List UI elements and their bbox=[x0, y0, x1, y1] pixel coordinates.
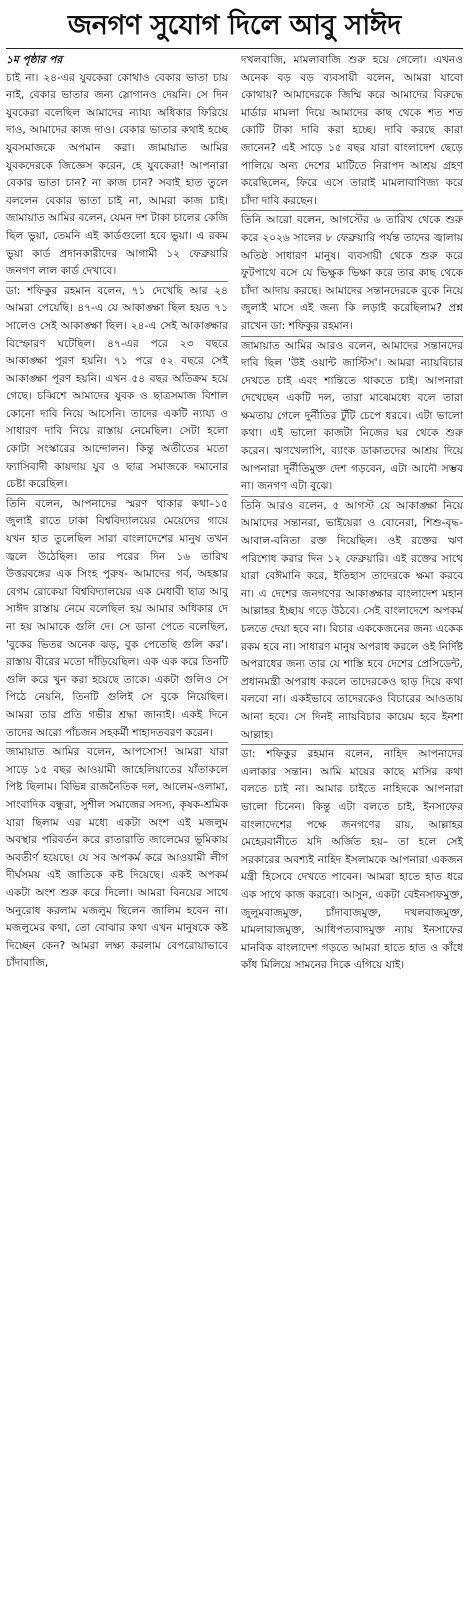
paragraph-divider bbox=[6, 494, 228, 495]
paragraph: তিনি আরো বলেন, আগস্টের ৬ তারিখ থেকে শুরু করে ২০২৬ সালের ৮ ফেব্রুয়ারি পর্যন্ত তাদের জ্বালায় অতিষ্ঠ সাধারণ মানুষ। ব্যবসায়ী থেকে শুরু করে ফুটপাথে বসে যে ভিক্ষুক ভিক্ষা করে তার কাছ থেকে চাঁদা আদায় করছে। আমাদের সন্তানদেরকে বুকে নিয়ে জুলাই মাসে এই জন্য কি লড়াই করেছিলাম? প্রশ্ন রাখেন ডা: শফিকুর রহমান। bbox=[241, 214, 463, 332]
paragraph-divider bbox=[241, 210, 463, 211]
paragraph-divider bbox=[6, 742, 228, 743]
continued-from-label: ১ম পৃষ্ঠার পর bbox=[6, 54, 63, 66]
paragraph: তিনি বলেন, আপনাদের স্মরণ থাকার কথা–১৫ জুলাই রাতে ঢাকা বিশ্ববিদ্যালয়ের মেয়েদের গায়ে যখন হাত তুলেছিল সারা বাংলাদেশের মানুষ তখন জ্বলে উঠেছিল। তার পরের দিন ১৬ তারিখ উত্তরবঙ্গের এক সিংহ পুরুষ- আমাদের গর্ব, অহঙ্কার বেগম রোকেয়া বিশ্ববিদ্যালয়ের এক মেধাবী ছাত্র আবু সাঈদ রাস্তায় নেমে বলেছিল হয় আমার অধিকার দে না হয় আমাকে গুলি দে। সে ডানা পেতে বলেছিল, 'বুকের ভিতর অনেক ঝড়, বুক পেতেছি গুলি কর'। রাস্তায় বীরের মতো দাঁড়িয়েছিল। এক এক করে তিনটি গুলি করে খুন করা হয়েছে তাকে। একটা গুলিও সে পিঠে নেয়নি, তিনটি গুলিই সে বুকে নিয়েছিল। আমরা তার প্রতি গভীর শ্রদ্ধা জানাই। একই দিনে তাদের আরো পাঁচজন সহকর্মী শাহাদতবরণ করেন। bbox=[6, 497, 228, 739]
paragraph: ডা: শফিকুর রহমান বলেন, ৭১ দেখেছি আর ২৪ আমরা পেয়েছি। ৪৭-এ যে আকাঙ্ক্ষা ছিল হয়ত ৭১ সালেও সেই আকাঙ্ক্ষা ছিল। ২৪-এ সেই আকাঙ্ক্ষার বিস্ফোরণ ঘটেছিল। ৪৭-এর পরে ২৩ বছরে আকাঙ্ক্ষা পূরণ হয়নি। ৭১ পরে ৫২ বছরে সেই আকাঙ্ক্ষা পূরণ হয়নি। এখন ৫৪ বছর অতিক্রম হয়ে গেছে। চব্বিশে আমাদের যুবক ও ছাত্রসমাজ বিশাল কোনো দাবি নিয়ে আসেনি। তাদের একটি ন্যায্য ও সাধারণ দাবি নিয়ে রাস্তায় নেমেছিল। সেটা হলো কোটা সংস্কারের আন্দোলন। কিন্তু অতীতের মতো ফ্যাসিবাদী কায়দায় যুব ও ছাত্র সমাজকে দমানোর চেষ্টা করেছিল। bbox=[6, 284, 228, 491]
article-column-left bbox=[6, 52, 228, 1612]
article-column-right bbox=[241, 52, 463, 1612]
paragraph: ডা: শফিকুর রহমান বলেন, নাহিদ আপনাদের এলাকার সন্তান। আমি মায়ের কাছে মাসির কথা বলতে চাই না। আমার চাইতে নাহিদকে আপনারা ভালো চিনেন। কিন্তু এটা বলতে চাই, ইনসাফের বাংলাদেশের পক্ষে জনগণের রায়, আল্লাহর মেহেরবানীতে যদি অর্জিত হয়– তা হলে সেই সরকারের অবশ্যই নাহিদ ইসলামকে আপনারা একজন মন্ত্রী হিসেবে দেখতে পাবেন। আমরা হাতে হাত ধরে এক সাথে কাজ করবো। আসুন, একটা বেইনসাফমুক্ত, জুলুমবাজমুক্ত, চাঁদাবাজমুক্ত, দখলবাজমুক্ত, মামলাবাজমুক্ত, আধিপত্যবাদমুক্ত ন্যায় ইনসাফের মানবিক বাংলাদেশ গড়তে আমরা হাতে হাত ও কাঁধে কাঁধ মিলিয়ে সামনের দিকে এগিয়ে যাই। bbox=[241, 748, 463, 972]
paragraph: চাই না। ২৪-এর যুবকেরা কোথাও বেকার ভাতা চায় নাই, বেকার ভাতার জন্য স্লোগানও দেয়নি। সে দিন যুবকেরা বলেছিল আমাদের ন্যায্য অধিকার ফিরিয়ে দাও, আমাদের কাজ দাও। বেকার ভাতার কথাই হচ্ছে যুবসমাজকে অপমান করা। জামায়াত আমির যুবকদেরকে জিজ্ঞেস করেন, হে যুবকেরা! আপনারা বেকার ভাতা চান? না কাজ চান? সবাই হাত তুলে বললেন বেকার ভাতা চাই না, আমরা কাজ চাই। জামায়াত আমির বলেন, যেমন দশ টাকা চালের কেজি ছিল ভুয়া, তেমনি এই কার্ডগুলো হবে ভুয়া। এ রকম ভুয়া কার্ড প্রদানকারীদের আগামী ১২ ফেব্রুয়ারি জনগণ লাল কার্ড দেখাবে। bbox=[6, 71, 228, 278]
article-headline: জনগণ সুযোগ দিলে আবু সাঈদ bbox=[67, 9, 402, 41]
paragraph-divider bbox=[241, 496, 463, 497]
paragraph: তিনি আরও বলেন, ৫ আগস্ট যে আকাঙ্ক্ষা নিয়ে আমাদের সন্তানরা, ভাইয়েরা ও বোনেরা, শিশু-বৃদ্ধ-আবাল-বনিতা রক্ত দিয়েছিল। ওই রক্তের ঋণ পরিশোধ করার দিন ১২ ফেব্রুয়ারি। এই রক্তের সাথে যারা বেঈমানি করে, ইতিহাস তাদেরকে ক্ষমা করবে না। এ দেশের জনগণের আকাঙ্ক্ষার বাংলাদেশ মহান আল্লাহর ইচ্ছায় গড়ে উঠবে। সেই বাংলাদেশে অপকর্ম চলতে দেয়া হবে না। বিচার এককেজনের জন্য একেক রকম হবে না। সাধারণ মানুষ অপরাধ করলে ওই নির্দিষ্ট অপরাধের জন্য তার যে শাস্তি হবে দেশের প্রেসিডেন্ট, প্রধানমন্ত্রী অপরাধ করলে তাদেরকেও ছাড় দিয়ে কথা বলবো না। একইভাবে তাদেরকেও বিচারের আওতায় আনা হবে। সে দিনই ন্যায়বিচার কায়েম হবে ইনশা আল্লাহ। bbox=[241, 499, 463, 741]
headline-rule bbox=[6, 48, 463, 49]
paragraph-divider bbox=[241, 744, 463, 745]
paragraph-divider bbox=[6, 281, 228, 282]
paragraph: জামায়াত আমির বলেন, আপসোস! আমরা যারা সাড়ে ১৫ বছর আওয়ামী জাহেলিয়াতের যাঁতাকলে পিষ্ট ছিলাম। বিভিন্ন রাজনৈতিক দল, আলেম-ওলামা, সাংবাদিক বন্ধুরা, সুশীল সমাজের সদস্য, কৃষক-শ্রমিক যারা ছিলাম এর মধ্যে একটা অংশ এই মজলুম অবস্থার পরিবর্তন করে রাতারাতি জালেমের ভূমিকায় অবতীর্ণ হয়েছে। যে সব অপকর্ম করে আওয়ামী লীগ দীর্ঘসময় এই জাতিকে কষ্ট দিয়েছে। একই অপকর্ম একটা অংশ শুরু করে দিলো। আমরা বিনয়ের সাথে অনুরোধ করলাম মজলুম ছিলেন জালিম হবেন না। মজলুমের কথা, তো বোঝার কথা এখন মানুষকে কষ্ট দিচ্ছেন কেন? আমরা লক্ষ্য করলাম বেপরোয়াভাবে চাঁদাবাজি, bbox=[6, 746, 228, 970]
paragraph-divider bbox=[241, 336, 463, 337]
paragraph: দখলবাজি, মামলাবাজি শুরু হয়ে গেলো। এখনও অনেক বড় বড় ব্যবসায়ী বলেন, আমরা যাবো কোথায়? আমাদেরকে জিম্মি করে আমাদের বিরুদ্ধে মার্ডার মামলা দিয়ে আমাদের কাছ থেকে শত শত কোটি টাকা দাবি করা হচ্ছে। দাবি করছে কারা জানেন? এই সাড়ে ১৫ বছর যারা বাংলাদেশ ছেড়ে পালিয়ে অন্য দেশের মাটিতে নিরাপদ আশ্রয় গ্রহণ করেছিলেন, ফিরে এসে তারাই মামলাবাণিজ্য করে চাঁদা দাবি করছেন। bbox=[241, 54, 463, 207]
paragraph: জামায়াত আমির আরও বলেন, আমাদের সন্তানদের দাবি ছিল 'উই ওয়ান্ট জাস্টিস'। আমরা ন্যায়বিচার দেখতে চাই এবং শান্তিতে থাকতে চাই। আপনারা দেখেছেন একটি দল, তারা মাঝেমধ্যে বলে তারা ক্ষমতায় গেলে দুর্নীতির টুঁটি চেপে ধরবে। এটা ভালো কথা। এই ভালো কাজটা নিজের ঘর থেকে শুরু করেন। ঋণখেলাপি, ব্যাংক ডাকাতদের আশ্রয় দিয়ে আপনারা দুর্নীতিমুক্ত দেশ গড়বেন, এটা আদৌ সম্ভব না। জনগণ এটা বুঝে। bbox=[241, 339, 463, 493]
